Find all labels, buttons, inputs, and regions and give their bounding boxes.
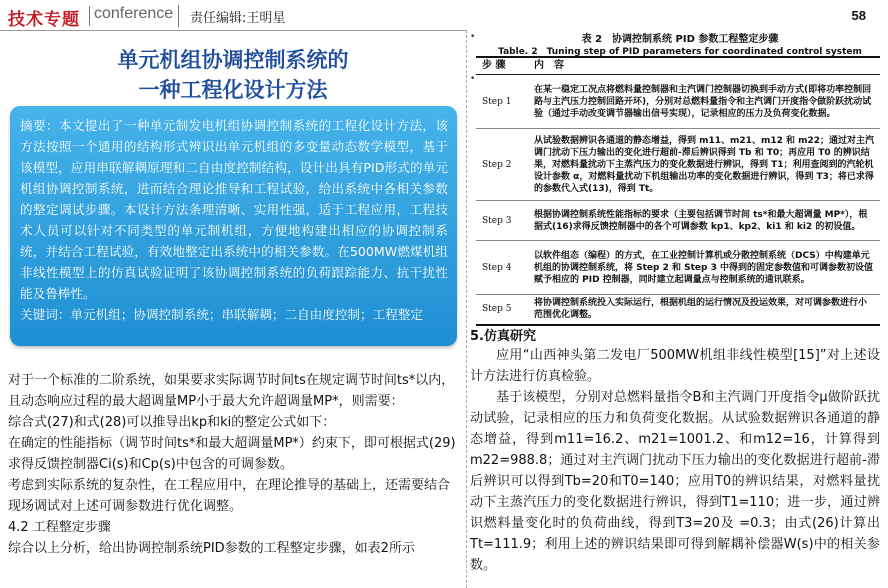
table-row <box>476 201 880 241</box>
editor-credit: 责任编辑:王明星 <box>190 11 286 26</box>
header-divider <box>178 5 179 27</box>
header-rule <box>0 30 466 31</box>
paragraph: 在确定的性能指标（调节时间ts*和最大超调量MP*）约束下，即可根据式(29)求得反馈控制器Ci(s)和Cp(s)中包含的可调参数。 <box>8 436 456 472</box>
paragraph: 考虑到实际系统的复杂性，在工程应用中，在理论推导的基础上，还需要结合现场调试对上述可调参数进行优化调整。 <box>8 478 451 514</box>
step-cell: Step 5 <box>476 295 528 325</box>
paragraph: 综合式(27)和式(28)可以推导出kp和ki的整定公式如下： <box>8 415 336 430</box>
keywords: 关键词：单元机组；协调控制系统；串联解耦；二自由度控制；工程整定 <box>20 307 423 322</box>
paragraph: 综合以上分析，给出协调控制系统PID参数的工程整定步骤，如表2所示 <box>8 541 415 556</box>
article-title-line2: 一种工程化设计方法 <box>138 78 328 102</box>
left-column-body <box>8 370 458 559</box>
abstract-content <box>20 115 448 325</box>
step-cell: Step 2 <box>476 129 528 201</box>
table-caption-cn: 表 2 协调控制系统 PID 参数工程整定步骤 <box>581 34 779 45</box>
page-number: 58 <box>851 8 866 23</box>
content-cell: 从试验数据辨识各通道的静态增益，得到 m11、m21、m12 和 m22；通过对主汽调门扰动下压力输出的变化进行超前-滞后辨识得到 Tb 和 T0；再应用 T0 的辨识结果，对燃料量扰动下主蒸汽压力的变化数据进行辨识，得到 T1；利用查阅到的汽轮机设计参数 α，对燃料量扰动下机组输出功率的变化数据进行辨识，得到 T3；将已求得的参数代入式(13)，得到 Tt。 <box>528 129 880 201</box>
abstract-box <box>10 106 457 346</box>
tuning-steps-table <box>476 56 880 326</box>
column-divider <box>466 30 467 588</box>
content-cell: 根据协调控制系统性能指标的要求（主要包括调节时间 ts*和最大超调量 MP*），根据式(16)求得反馈控制器中的各个可调参数 kp1、kp2、ki1 和 ki2 的初设值。 <box>528 201 880 241</box>
table-header-row <box>476 57 880 75</box>
column-header-step: 步 骤 <box>476 57 528 75</box>
column-dots: • • <box>470 32 476 84</box>
table-row <box>476 241 880 295</box>
column-brand-title: 技术专题 <box>8 10 80 30</box>
table-row <box>476 129 880 201</box>
step-cell: Step 3 <box>476 201 528 241</box>
content-cell: 以软件组态（编程）的方式，在工业控制计算机或分散控制系统（DCS）中构建单元机组的协调控制系统，将 Step 2 和 Step 3 中得到的固定参数值和可调参数初设值赋予相应的 PID 控制器，同时建立起调量点与控制系统的通讯联系。 <box>528 241 880 295</box>
article-title-line1: 单元机组协调控制系统的 <box>117 48 349 72</box>
paragraph: 对于一个标准的二阶系统，如果要求实际调节时间ts在规定调节时间ts*以内，且动态响应过程的最大超调量MP小于最大允许超调量MP*，则需要： <box>8 373 455 409</box>
step-cell: Step 4 <box>476 241 528 295</box>
table-row <box>476 75 880 129</box>
table-caption-en: Table. 2 Tuning step of PID parameters for coordinated control system <box>498 47 862 57</box>
column-header-content: 内 容 <box>528 57 880 75</box>
column-conference-label: conference <box>94 5 174 22</box>
content-cell: 在某一稳定工况点将燃料量控制器和主汽调门控制器切换到手动方式(即将功率控制回路与主汽压力控制回路开环)，分别对总燃料量指令和主汽调门开度指令做阶跃扰动试验（通过手动改变调节器输出信号实现），记录相应的压力及负荷变化数据。 <box>528 75 880 129</box>
paragraph: 应用“山西神头第二发电厂500MW机组非线性模型[15]”对上述设计方法进行仿真检验。 <box>470 348 880 384</box>
header-divider <box>89 6 90 26</box>
content-cell: 将协调控制系统投入实际运行，根据机组的运行情况及投运效果，对可调参数进行小范围优化调整。 <box>528 295 880 325</box>
right-column-body <box>470 345 880 576</box>
subsection-heading: 4.2 工程整定步骤 <box>8 520 111 535</box>
paragraph: 基于该模型，分别对总燃料量指令B和主汽调门开度指令μ做阶跃扰动试验，记录相应的压力和负荷变化数据。从试验数据辨识各通道的静态增益，得到m11=16.2、m21=1001.2、和m12=16，计算得到m22=988.8；通过对主汽调门扰动下压力输出的变化数据进行超前-滞后辨识可以得到Tb=20和T0=140；应用T0的辨识结果，对燃料量扰动下主蒸汽压力的变化数据进行辨识，得到T1=110；进一步，通过辨识燃料量变化时的负荷曲线，得到T3=20及 =0.3；由式(26)计算出Tt=111.9；利用上述的辨识结果即可得到解耦补偿器W(s)中的相关参数。 <box>470 390 880 573</box>
abstract-text: 摘要：本文提出了一种单元制发电机组协调控制系统的工程化设计方法，该方法按照一个通用的结构形式辨识出单元机组的多变量动态数学模型，基于该模型，应用串联解耦原理和二自由度控制结构，设计出具有PID形式的单元机组协调控制系统，进而结合理论推导和工程试验，给出系统中各相关参数的整定调试步骤。本设计方法条理清晰、实用性强，适于工程应用，工程技术人员可以针对不同类型的单元制机组，方便地构建出相应的协调控制系统，并结合工程试验，有效地整定出系统中的相关参数。在500MW燃煤机组非线性模型上的仿真试验证明了该协调控制系统的负荷跟踪能力、抗干扰性能及鲁棒性。 <box>20 118 448 301</box>
section-heading: 5.仿真研究 <box>470 329 536 344</box>
table-row <box>476 295 880 325</box>
step-cell: Step 1 <box>476 75 528 129</box>
